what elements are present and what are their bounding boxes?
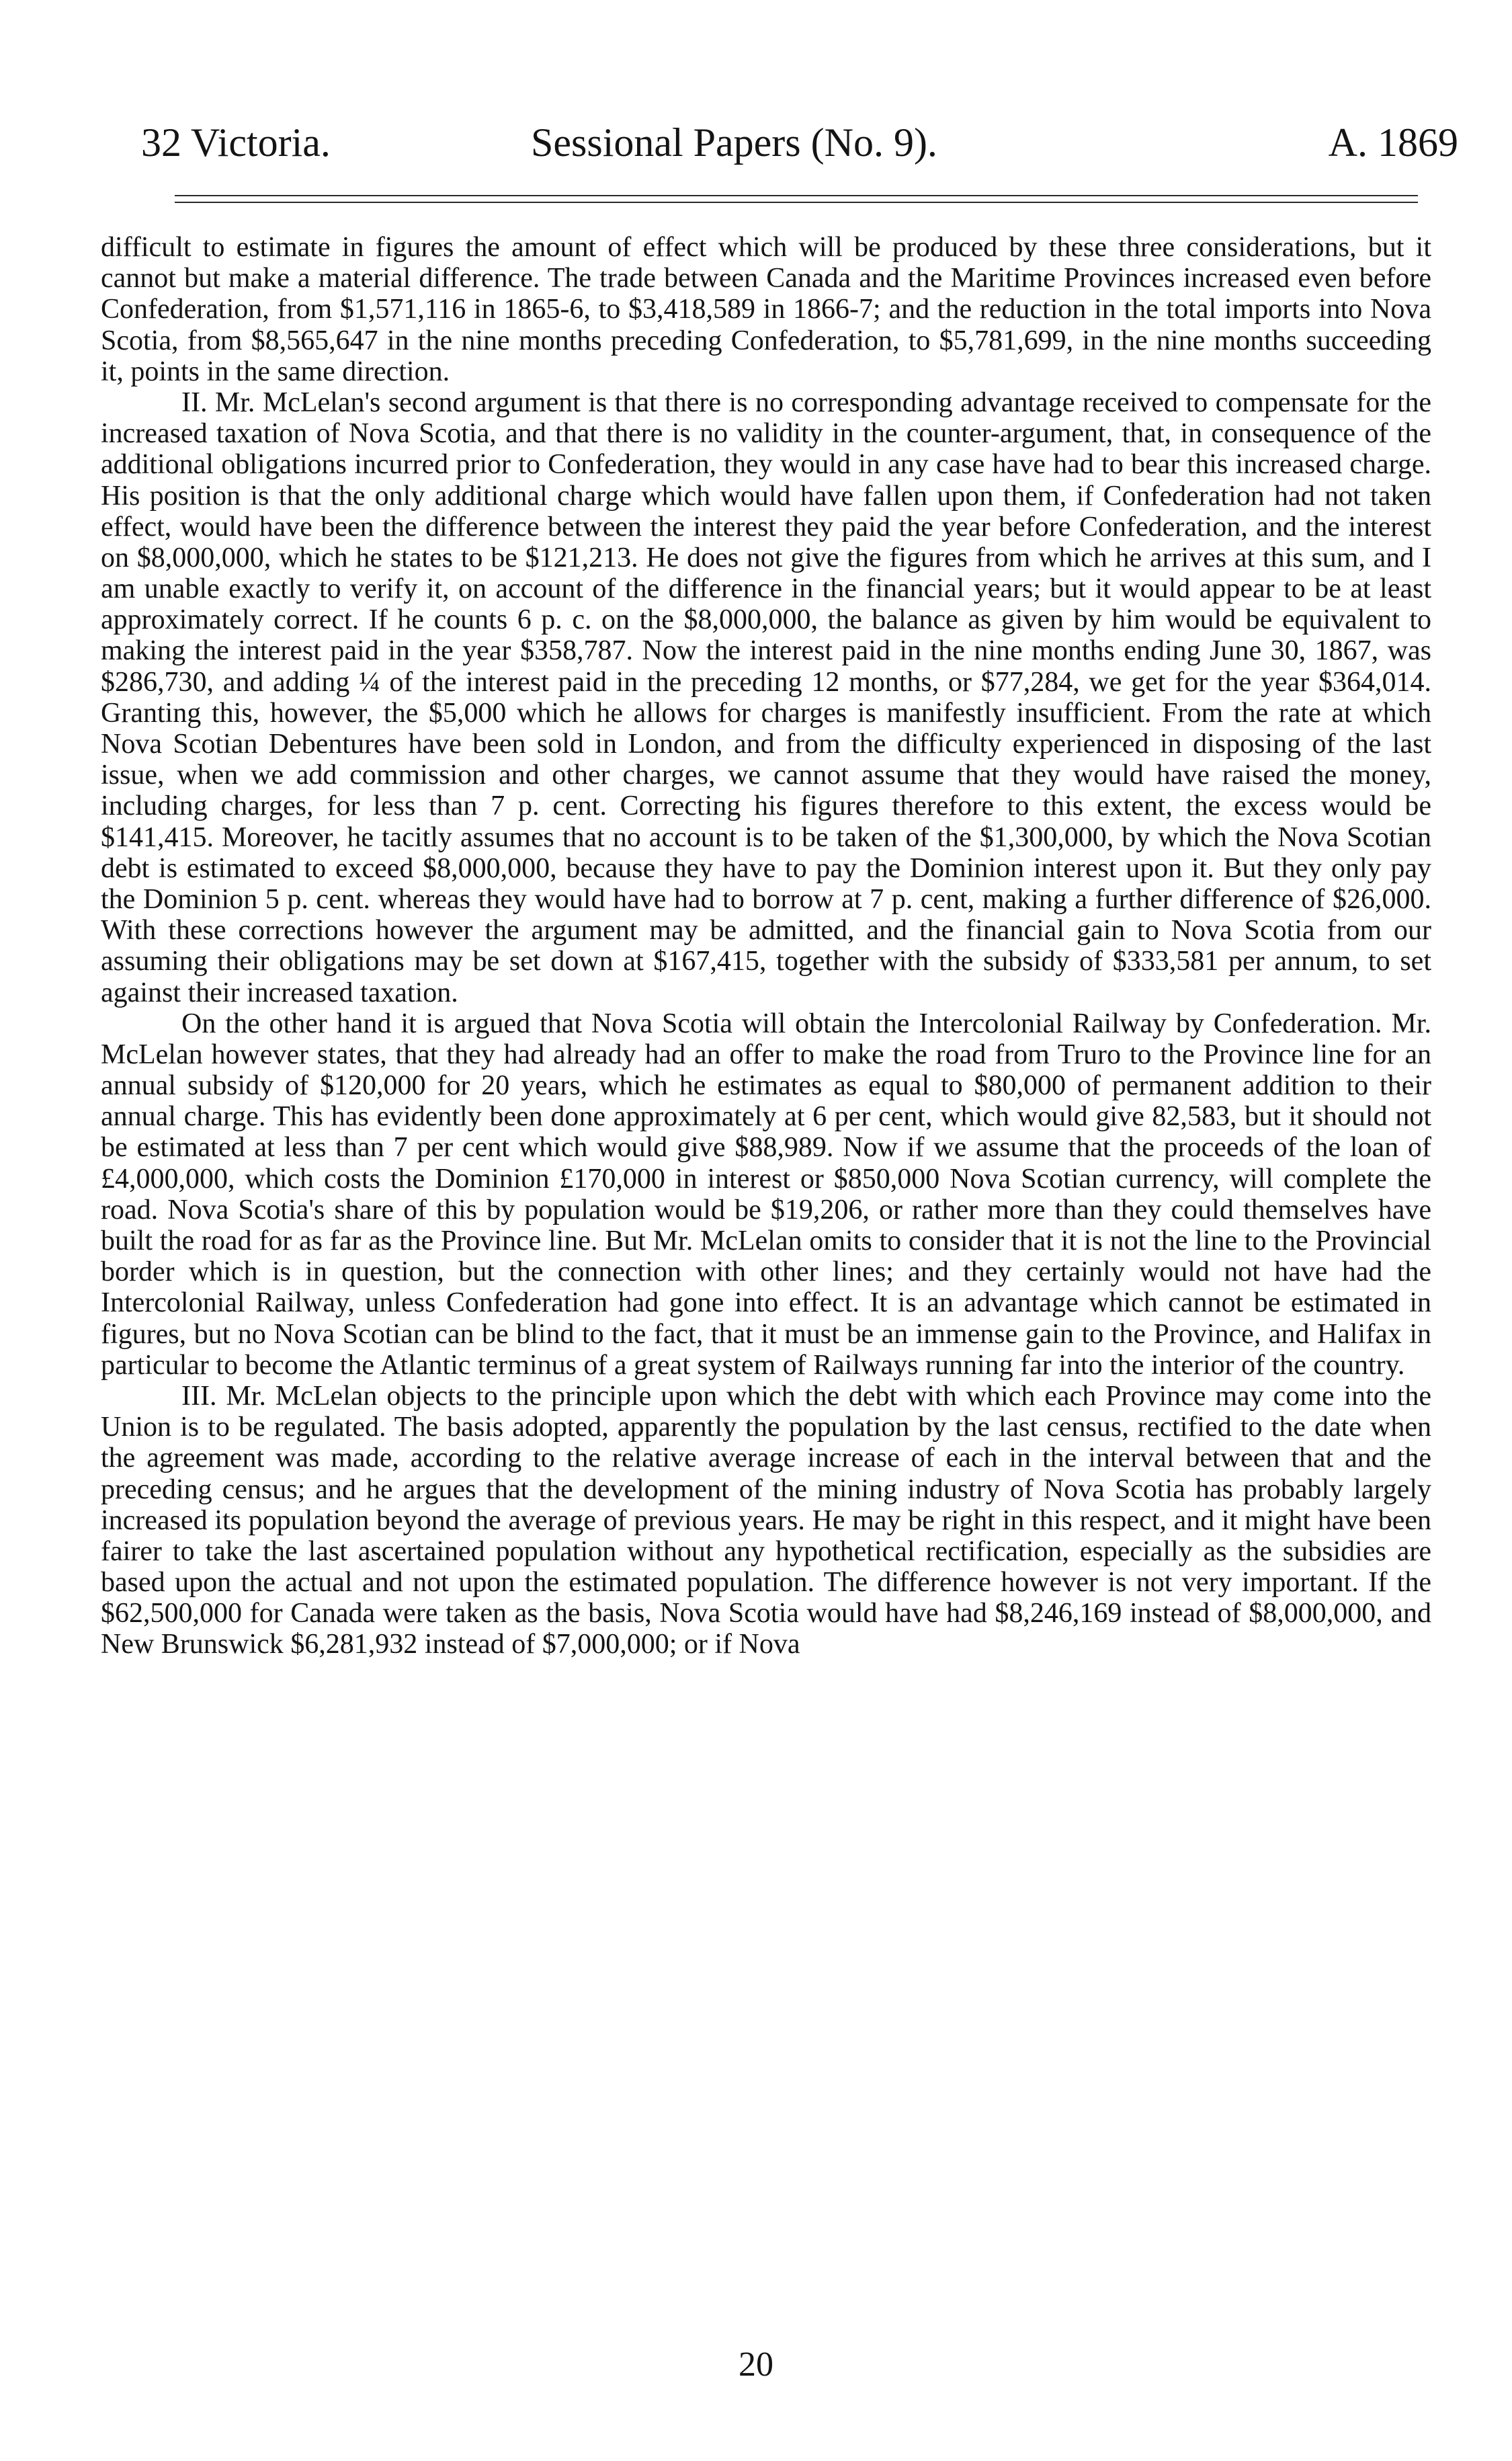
header-rule-bottom (175, 202, 1418, 203)
document-body (101, 232, 1431, 1660)
header-year: A. 1869 (1328, 120, 1458, 165)
page-number: 20 (739, 2345, 773, 2384)
header-rule-top (175, 195, 1418, 196)
paragraph-third-argument: III. Mr. McLelan objects to the principle upon which the debt with which each Province may come into the Union is to be regulated. The basis adopted, apparently the population by the last census, rectified to the date when the agreement was made, according to the relative average increase of each in the interval between that and the preceding census; and he argues that the development of the mining industry of Nova Scotia has probably largely increased its population beyond the average of previous years. He may be right in this respect, and it might have been fairer to take the last ascertained population without any hypothetical rectification, especially as the subsidies are based upon the actual and not upon the estimated population. The difference however is not very important. If the $62,500,000 for Canada were taken as the basis, Nova Scotia would have had $8,246,169 instead of $8,000,000, and New Brunswick $6,281,932 instead of $7,000,000; or if Nova (101, 1380, 1431, 1660)
paragraph-continuation: difficult to estimate in figures the amount of effect which will be produced by these three considerations, but it cannot but make a material difference. The trade between Canada and the Maritime Provinces increased even before Confederation, from $1,571,116 in 1865-6, to $3,418,589 in 1866-7; and the reduction in the total imports into Nova Scotia, from $8,565,647 in the nine months preceding Confederation, to $5,781,699, in the nine months succeeding it, points in the same direction. (101, 232, 1431, 387)
paragraph-intercolonial-railway: On the other hand it is argued that Nova Scotia will obtain the Intercolonial Railway by Confederation. Mr. McLelan however states, that they had already had an offer to make the road from Truro to the Province line for an annual subsidy of $120,000 for 20 years, which he estimates as equal to $80,000 of permanent addition to their annual charge. This has evidently been done approximately at 6 per cent, which would give 82,583, but it should not be estimated at less than 7 per cent which would give $88,989. Now if we assume that the proceeds of the loan of £4,000,000, which costs the Dominion £170,000 in interest or $850,000 Nova Scotian currency, will complete the road. Nova Scotia's share of this by population would be $19,206, or rather more than they could themselves have built the road for as far as the Province line. But Mr. McLelan omits to consider that it is not the line to the Provincial border which is in question, but the connection with other lines; and they certainly would not have had the Intercolonial Railway, unless Confederation had gone into effect. It is an advantage which cannot be estimated in figures, but no Nova Scotian can be blind to the fact, that it must be an immense gain to the Province, and Halifax in particular to become the Atlantic terminus of a great system of Railways running far into the interior of the country. (101, 1008, 1431, 1381)
header-session: 32 Victoria. (141, 120, 331, 165)
paragraph-second-argument: II. Mr. McLelan's second argument is that there is no corresponding advantage received to compensate for the increased taxation of Nova Scotia, and that there is no validity in the counter-argument, that, in consequence of the additional obligations incurred prior to Confederation, they would in any case have had to bear this increased charge. His position is that the only additional charge which would have fallen upon them, if Confederation had not taken effect, would have been the difference between the interest they paid the year before Confederation, and the interest on $8,000,000, which he states to be $121,213. He does not give the figures from which he arrives at this sum, and I am unable exactly to verify it, on account of the difference in the financial years; but it would appear to be at least approximately correct. If he counts 6 p. c. on the $8,000,000, the balance as given by him would be equivalent to making the interest paid in the year $358,787. Now the interest paid in the nine months ending June 30, 1867, was $286,730, and adding ¼ of the interest paid in the preceding 12 months, or $77,284, we get for the year $364,014. Granting this, however, the $5,000 which he allows for charges is manifestly insufficient. From the rate at which Nova Scotian Debentures have been sold in London, and from the difficulty experienced in disposing of the last issue, when we add commission and other charges, we cannot assume that they would have raised the money, including charges, for less than 7 p. cent. Correcting his figures therefore to this extent, the excess would be $141,415. Moreover, he tacitly assumes that no account is to be taken of the $1,300,000, by which the Nova Scotian debt is estimated to exceed $8,000,000, because they have to pay the Dominion interest upon it. But they only pay the Dominion 5 p. cent. whereas they would have had to borrow at 7 p. cent, making a further difference of $26,000. With these corrections however the argument may be admitted, and the financial gain to Nova Scotia from our assuming their obligations may be set down at $167,415, together with the subsidy of $333,581 per annum, to set against their increased taxation. (101, 387, 1431, 1008)
page-header (141, 120, 1458, 184)
header-title: Sessional Papers (No. 9). (531, 120, 937, 165)
